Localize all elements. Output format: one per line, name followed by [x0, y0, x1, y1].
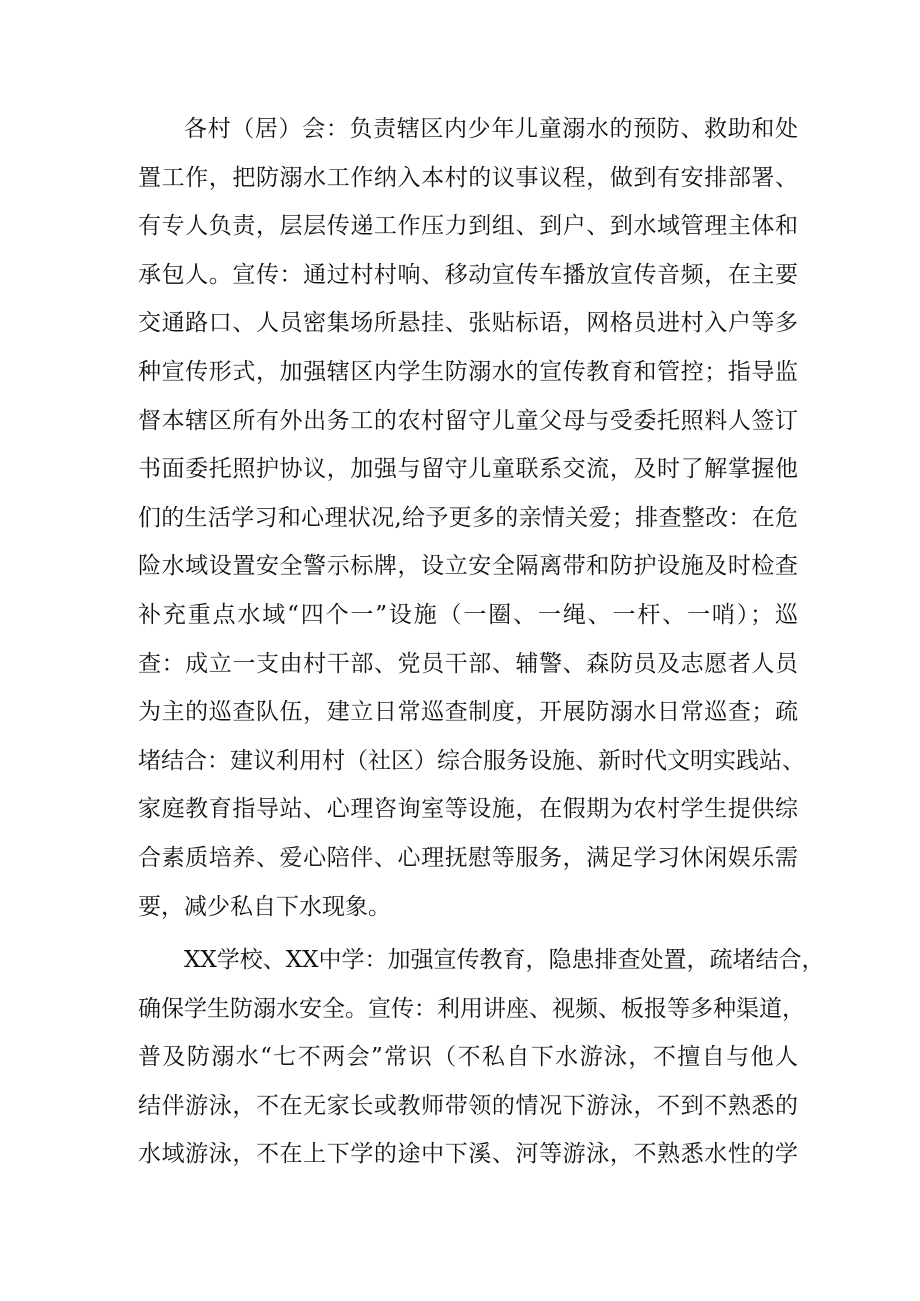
- document-body: [138, 105, 825, 1179]
- paragraph-line: 督本辖区所有外出务工的农村留守儿童父母与受委托照料人签订: [138, 407, 798, 434]
- paragraph-line: 补充重点水域“四个一”设施（一圈、一绳、一杆、一哨）；巡: [138, 601, 798, 628]
- paragraph-line: 种宣传形式，加强辖区内学生防溺水的宣传教育和管控；指导监: [138, 358, 798, 385]
- paragraph-village-committee: [138, 105, 805, 931]
- paragraph-line: 确保学生防溺水安全。宣传：利用讲座、视频、板报等多种渠道，: [138, 995, 805, 1022]
- paragraph-line: 承包人。宣传：通过村村响、移动宣传车播放宣传音频，在主要: [138, 261, 798, 288]
- paragraph-line: 们的生活学习和心理状况,给予更多的亲情关爱；排查整改：在危: [138, 504, 798, 531]
- paragraph-line: 合素质培养、爱心陪伴、心理抚慰等服务，满足学习休闲娱乐需: [138, 844, 798, 871]
- paragraph-line: 要，减少私自下水现象。: [138, 893, 391, 920]
- paragraph-line: 有专人负责，层层传递工作压力到组、到户、到水域管理主体和: [138, 213, 798, 240]
- paragraph-line: 险水域设置安全警示标牌，设立安全隔离带和防护设施及时检查: [138, 553, 798, 580]
- paragraph-line: 结伴游泳，不在无家长或教师带领的情况下游泳，不到不熟悉的: [138, 1092, 798, 1119]
- paragraph-line: 各村（居）会：负责辖区内少年儿童溺水的预防、救助和处: [184, 116, 798, 142]
- paragraph-line: 为主的巡查队伍，建立日常巡查制度，开展防溺水日常巡查；疏: [138, 699, 798, 726]
- paragraph-line: XX学校、XX中学：加强宣传教育，隐患排查处置，疏堵结合，: [184, 947, 825, 974]
- paragraph-line: 查：成立一支由村干部、党员干部、辅警、森防员及志愿者人员: [138, 650, 798, 677]
- paragraph-line: 普及防溺水“七不两会”常识（不私自下水游泳，不擅自与他人: [138, 1044, 798, 1071]
- paragraph-line: 堵结合：建议利用村（社区）综合服务设施、新时代文明实践站、: [138, 747, 805, 774]
- paragraph-line: 置工作，把防溺水工作纳入本村的议事议程，做到有安排部署、: [138, 164, 798, 191]
- paragraph-line: 交通路口、人员密集场所悬挂、张贴标语，网格员进村入户等多: [138, 310, 798, 337]
- paragraph-line: 书面委托照护协议，加强与留守儿童联系交流，及时了解掌握他: [138, 456, 798, 483]
- paragraph-line: 水域游泳，不在上下学的途中下溪、河等游泳，不熟悉水性的学: [138, 1141, 798, 1168]
- paragraph-schools: [138, 936, 825, 1179]
- paragraph-line: 家庭教育指导站、心理咨询室等设施，在假期为农村学生提供综: [138, 796, 798, 823]
